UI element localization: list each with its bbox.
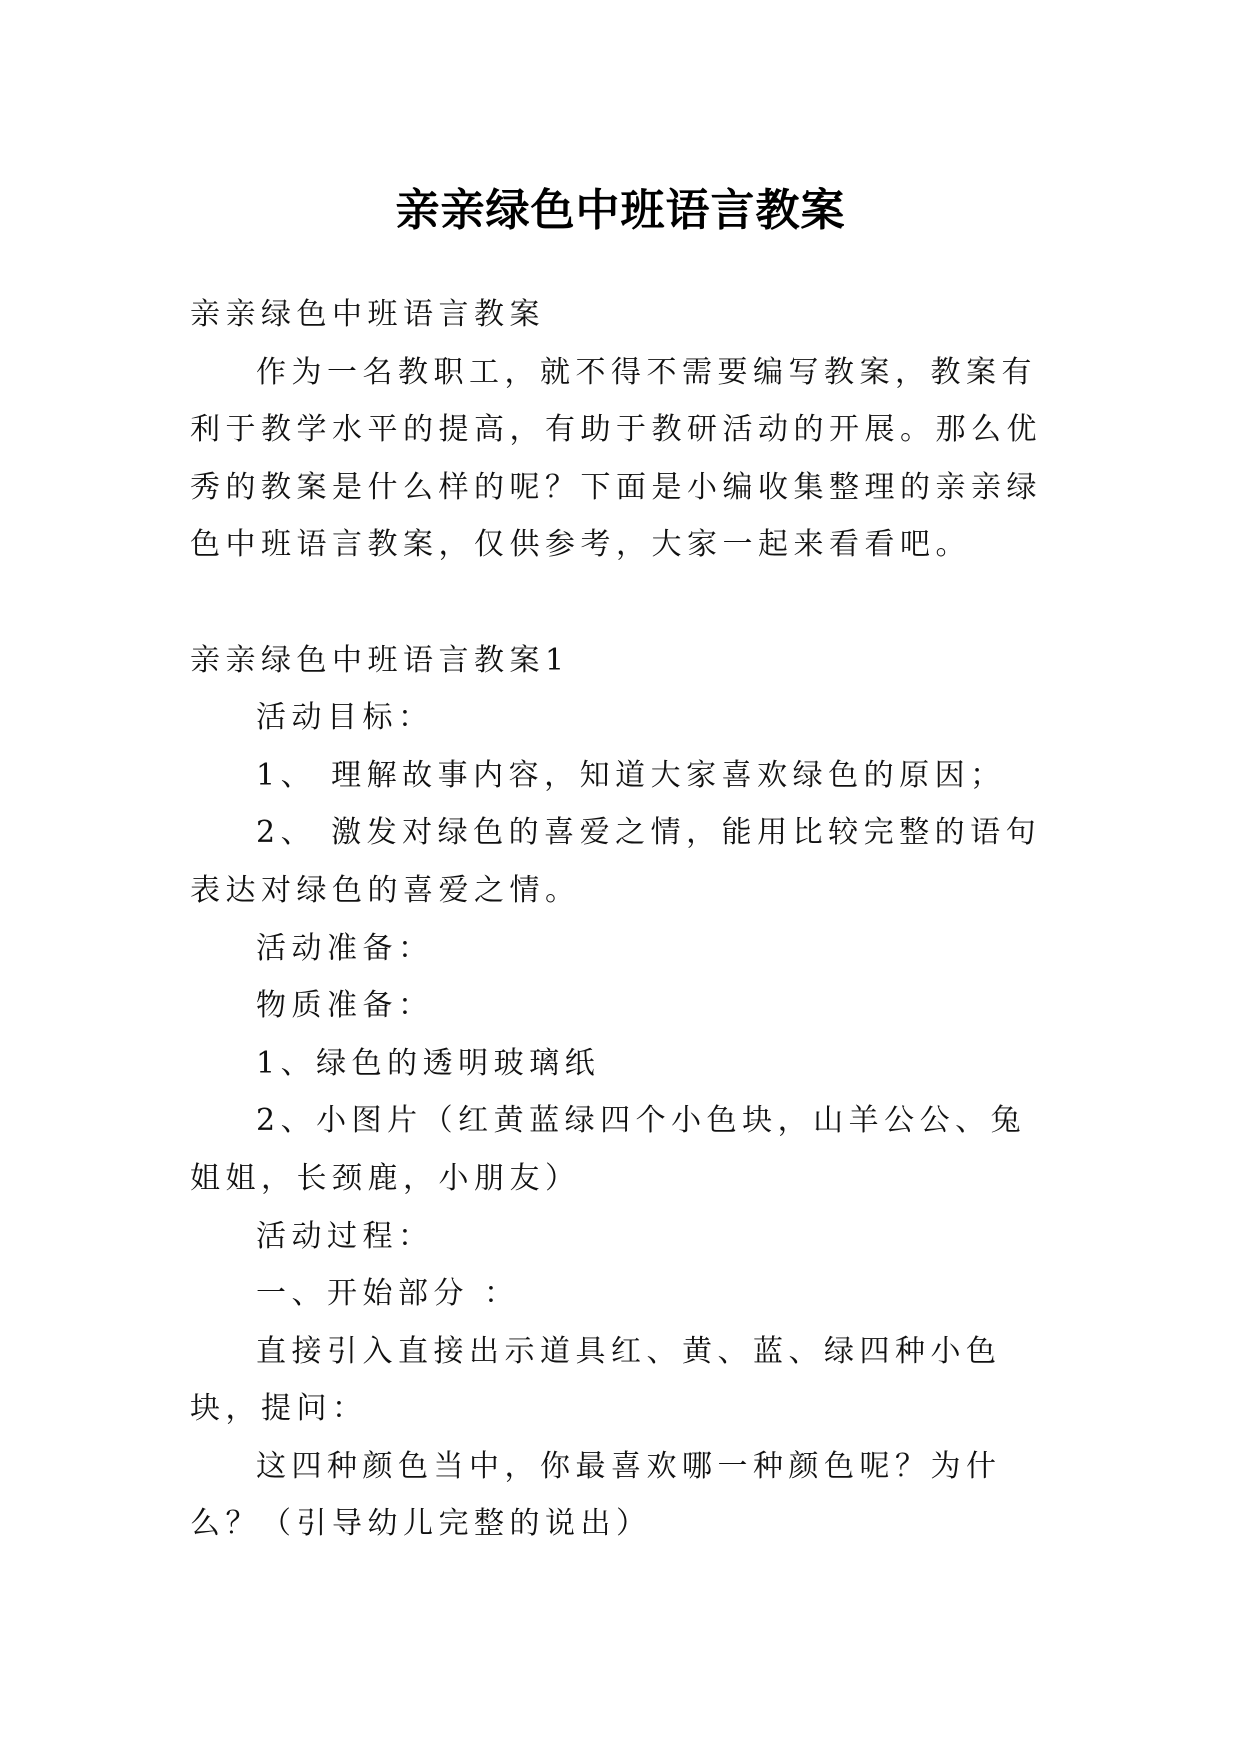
activity-prep-label: 活动准备： [256,930,434,966]
question-paragraph: 这四种颜色当中，你最喜欢哪一种颜色呢？为什么？（引导幼儿完整的说出） [190,1448,1002,1542]
section-heading: 亲亲绿色中班语言教案1 [190,642,570,678]
activity-process-label: 活动过程： [256,1218,434,1254]
goal-item-2: 2、 激发对绿色的喜爱之情，能用比较完整的语句表达对绿色的喜爱之情。 [190,815,1042,908]
goal-item-1: 1、 理解故事内容，知道大家喜欢绿色的原因； [256,757,1006,793]
part-1-label: 一、开始部分 ： [256,1276,520,1312]
subtitle: 亲亲绿色中班语言教案 [190,297,545,332]
document-body [190,286,1054,1553]
intro-paragraph: 作为一名教职工，就不得不需要编写教案，教案有利于教学水平的提高，有助于教研活动的开展。那么优秀的教案是什么样的呢？下面是小编收集整理的亲亲绿色中班语言教案，仅供参考，大家一起来看看吧。 [190,354,1042,563]
material-item-2: 2、小图片（红黄蓝绿四个小色块，山羊公公、兔姐姐，长颈鹿，小朋友） [190,1103,1027,1196]
material-prep-label: 物质准备： [256,988,434,1024]
material-item-1: 1、绿色的透明玻璃纸 [256,1045,601,1081]
activity-goal-label: 活动目标： [256,700,434,736]
part-1-paragraph: 直接引入直接出示道具红、黄、蓝、绿四种小色块，提问： [190,1333,1002,1427]
document-title: 亲亲绿色中班语言教案 [395,185,846,237]
paragraph-gap [190,574,1054,632]
